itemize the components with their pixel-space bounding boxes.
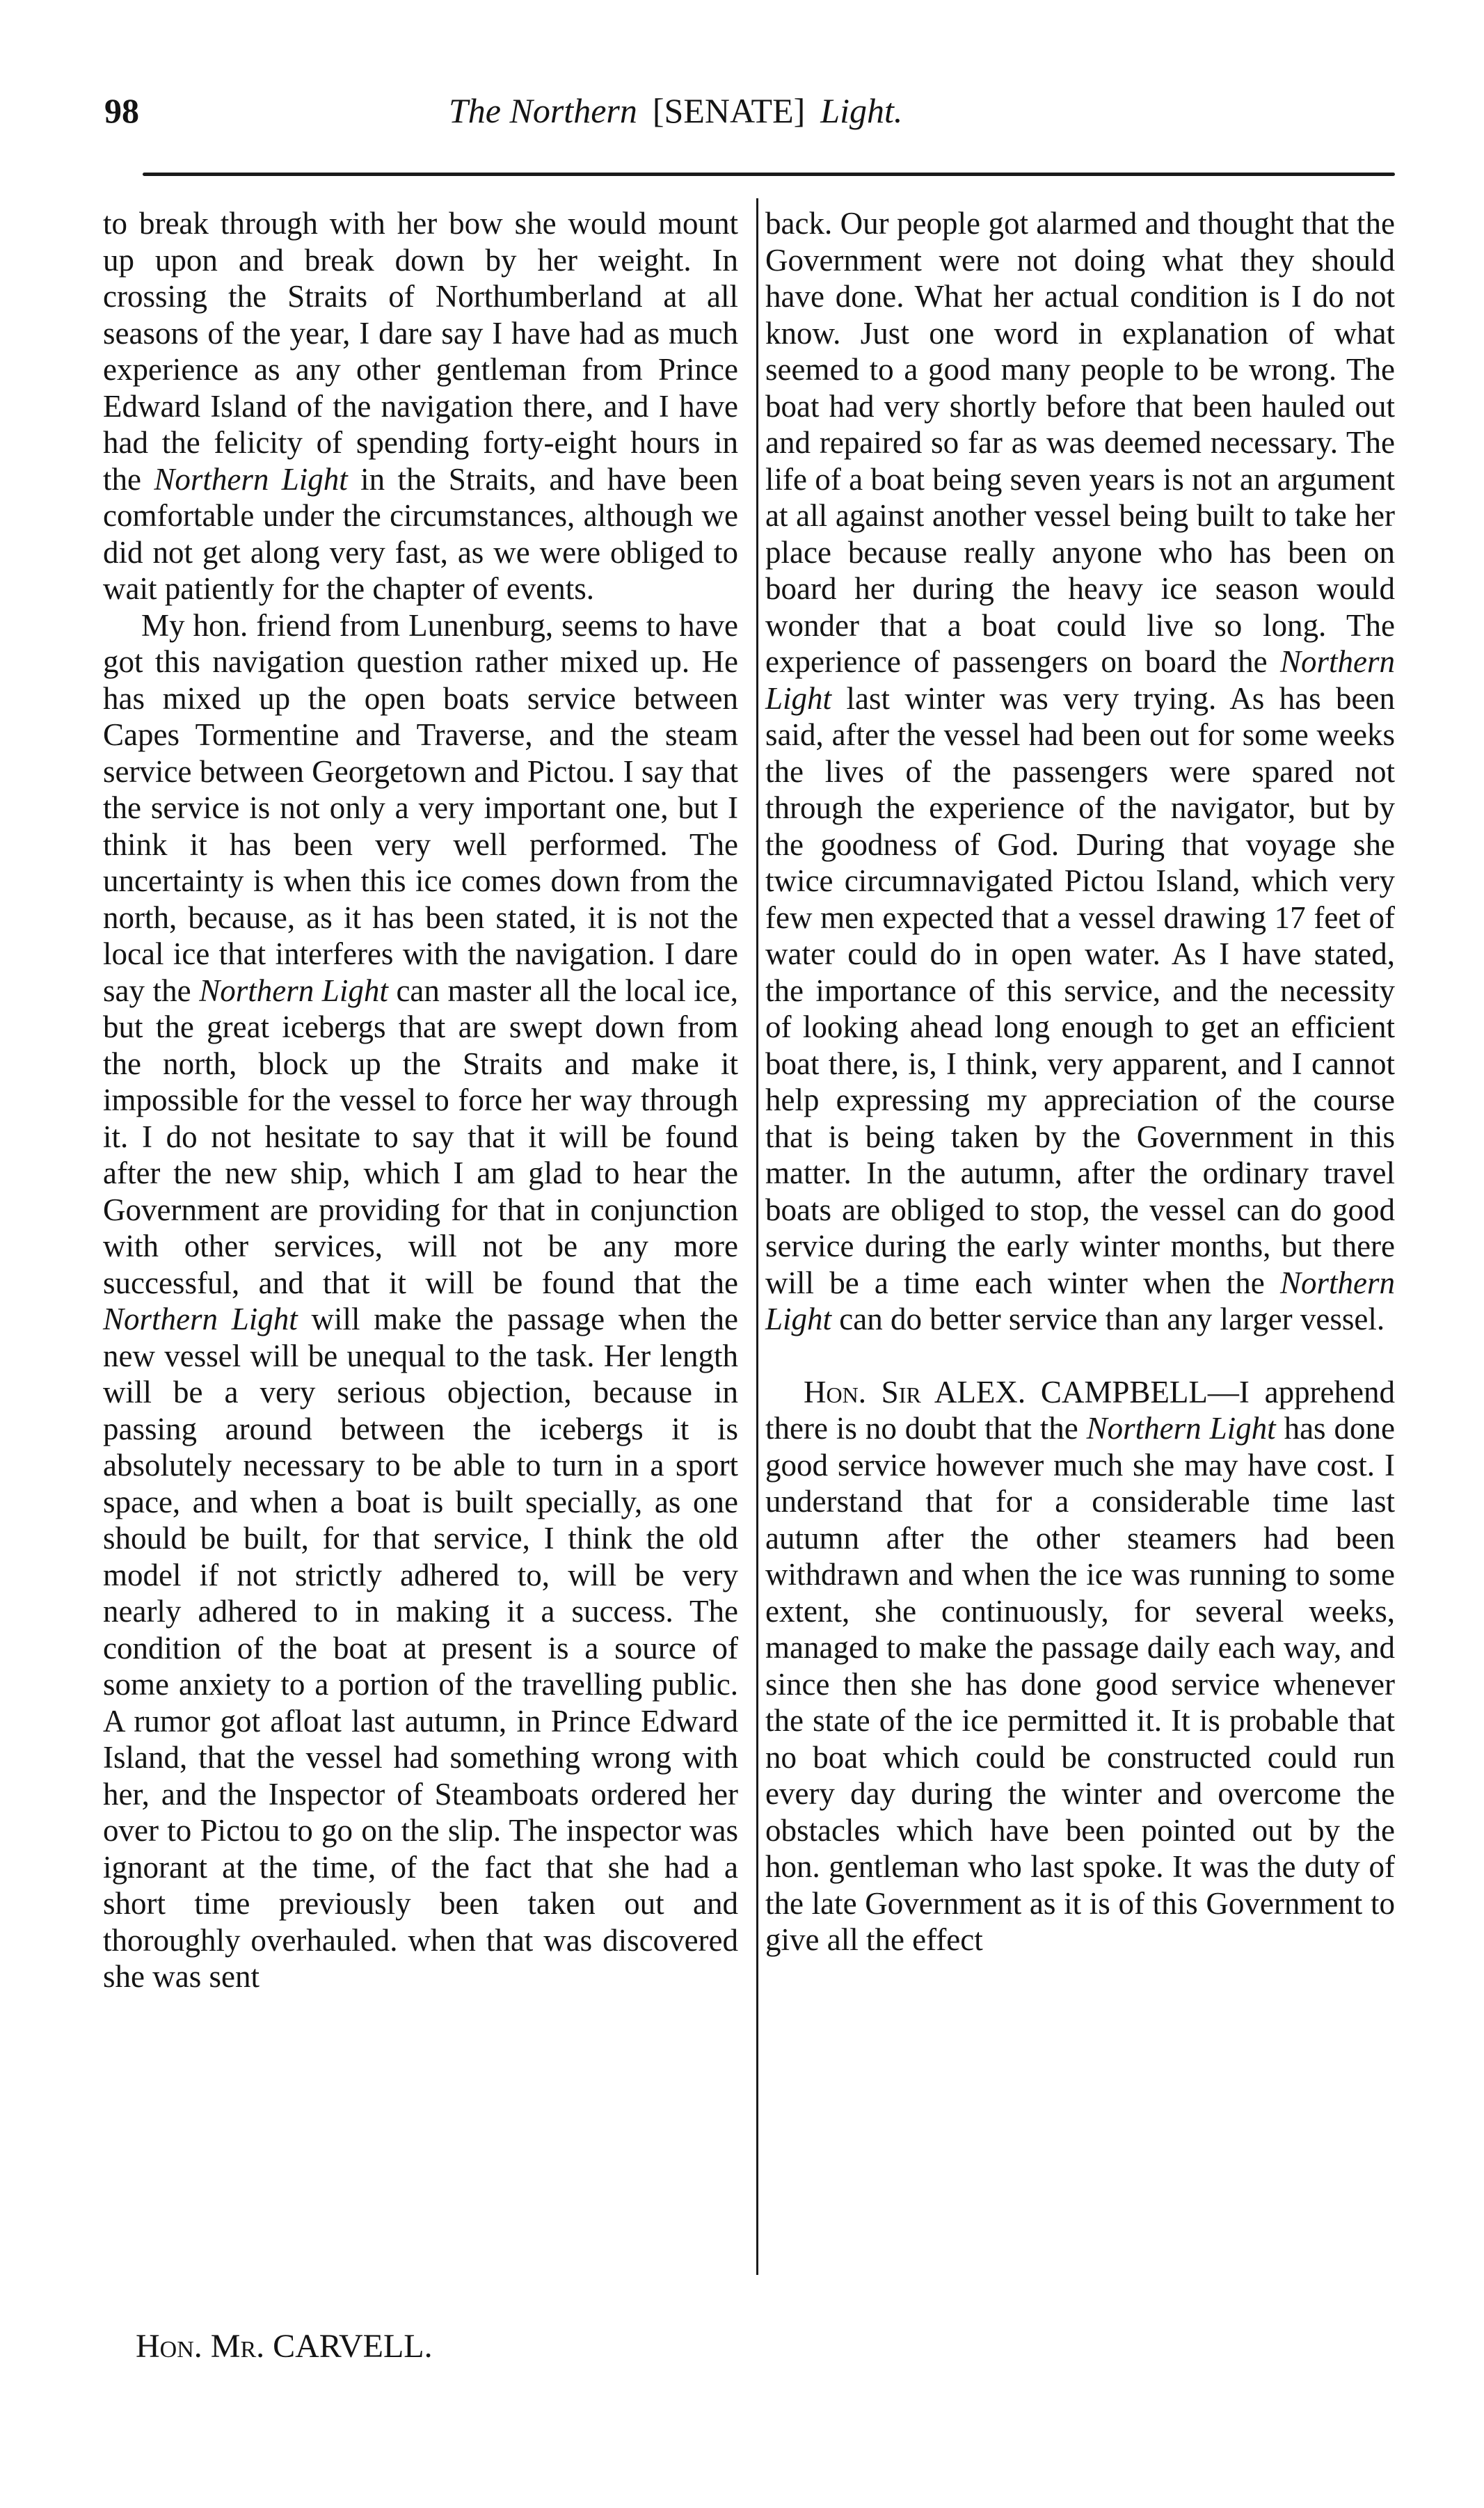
right-column bbox=[765, 205, 1395, 1958]
page-number: 98 bbox=[104, 91, 139, 130]
title-part-2: Light. bbox=[820, 91, 903, 130]
vessel-name: Northern Light bbox=[103, 1302, 298, 1336]
vessel-name: Northern Light bbox=[154, 461, 348, 497]
running-title bbox=[449, 90, 902, 131]
header-rule bbox=[143, 173, 1395, 176]
vessel-name: Northern Light bbox=[1086, 1411, 1276, 1446]
running-header bbox=[104, 90, 1412, 146]
vessel-name: Northern Light bbox=[765, 644, 1395, 716]
left-column bbox=[103, 205, 738, 1995]
speaker-name: Hon. Sir ALEX. CAMPBELL bbox=[804, 1374, 1208, 1409]
catchword: Hon. Mr. CARVELL. bbox=[136, 2328, 433, 2365]
paragraph: My hon. friend from Lunenburg, seems to have got this navigation question rather mixed up. He has mixed up the open boats service between Capes Tormentine and Traverse, and the steam service between Georgetown and Pictou. I say that the service is not only a very important one, but I think it has been very well performed. The uncertainty is when this ice comes down from the north, because, as it has been stated, it is not the local ice that interferes with the navigation. I dare say the Northern Light can master all the local ice, but the great icebergs that are swept down from the north, block up the Straits and make it impossible for the vessel to force her way through it. I do not hesitate to say that it will be found after the new ship, which I am glad to hear the Government are providing for that in conjunction with other services, will not be any more successful, and that it will be found that the Northern Light will make the passage when the new vessel will be unequal to the task. Her length will be a very serious objection, because in passing around between the icebergs it is absolutely necessary to be able to turn in a sport space, and when a boat is built specially, as one should be built, for that service, I think the old model if not strictly adhered to, will be very nearly adhered to in making it a success. The condition of the boat at present is a source of some anxiety to a portion of the travelling public. A rumor got afloat last autumn, in Prince Edward Island, that the vessel had something wrong with her, and the Inspector of Steamboats ordered her over to Pictou to go on the slip. The inspector was ignorant at the time, of the fact that she had a short time previously been taken out and thoroughly overhauled. when that was discovered she was sent bbox=[103, 607, 738, 1994]
paragraph: Hon. Sir ALEX. CAMPBELL—I apprehend there is no doubt that the Northern Light has done good service however much she may have cost. I understand that for a considerable time last autumn after the other steamers had been withdrawn and when the ice was running to some extent, she continuously, for several weeks, managed to make the passage daily each way, and since then she has done good service whenever the state of the ice permitted it. It is probable that no boat which could be constructed could run every day during the winter and overcome the obstacles which have been pointed out by the hon. gentleman who last spoke. It was the duty of the late Government as it is of this Government to give all the effect bbox=[765, 1374, 1396, 1957]
paragraph: to break through with her bow she would mount up upon and break down by her weight. In crossing the Straits of Northumberland at all seasons of the year, I dare say I have had as much experience as any other gentleman from Prince Edward Island of the navigation there, and I have had the felicity of spending forty-eight hours in the Northern Light in the Straits, and have been comfortable under the circumstances, although we did not get along very fast, as we were obliged to wait patiently for the chapter of events. bbox=[103, 206, 738, 606]
title-part-1: The Northern bbox=[449, 91, 637, 130]
vessel-name: Northern Light bbox=[199, 973, 388, 1008]
paragraph: back. Our people got alarmed and thought that the Government were not doing what they should have done. What her actual condition is I do not know. Just one word in explanation of what seemed to a good many people to be wrong. The boat had very shortly before that been hauled out and repaired so far as was deemed necessary. The life of a boat being seven years is not an argument at all against another vessel being built to take her place because really anyone who has been on board her during the heavy ice season would wonder that a boat could live so long. The experience of passengers on board the Northern Light last winter was very trying. As has been said, after the vessel had been out for some weeks the lives of the passengers were spared not through the experience of the navigator, but by the goodness of God. During that voyage she twice circumnavigated Pictou Island, which very few men expected that a vessel drawing 17 feet of water could do in open water. As I have stated, the importance of this service, and the necessity of looking ahead long enough to get an efficient boat there, is, I think, very apparent, and I cannot help expressing my appreciation of the course that is being taken by the Government in this matter. In the autumn, after the ordinary travel boats are obliged to stop, the vessel can do good service during the early winter months, but there will be a time each winter when the Northern Light can do better service than any larger vessel. bbox=[765, 206, 1395, 1336]
column-divider bbox=[756, 198, 758, 2275]
vessel-name: Northern Light bbox=[765, 1265, 1395, 1336]
title-section: [SENATE] bbox=[652, 91, 806, 130]
